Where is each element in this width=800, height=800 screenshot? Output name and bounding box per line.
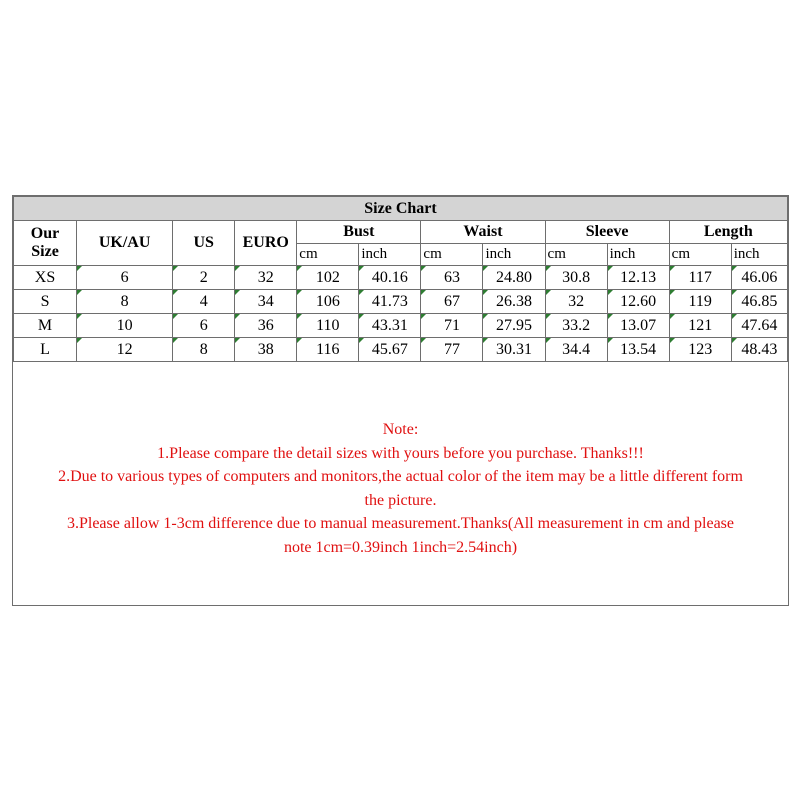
cell-length-cm: 119 bbox=[669, 290, 731, 314]
header-waist: Waist bbox=[421, 221, 545, 244]
cell-bust-cm: 110 bbox=[297, 314, 359, 338]
unit-bust-cm: cm bbox=[297, 244, 359, 266]
cell-length-cm: 121 bbox=[669, 314, 731, 338]
note-heading: Note: bbox=[382, 421, 419, 438]
cell-bust-inch: 41.73 bbox=[359, 290, 421, 314]
unit-length-inch: inch bbox=[731, 244, 787, 266]
table-row bbox=[14, 266, 788, 290]
header-sleeve: Sleeve bbox=[545, 221, 669, 244]
unit-sleeve-cm: cm bbox=[545, 244, 607, 266]
cell-bust-cm: 102 bbox=[297, 266, 359, 290]
cell-ukau: 8 bbox=[77, 290, 173, 314]
table-row bbox=[14, 290, 788, 314]
cell-size: XS bbox=[14, 266, 77, 290]
header-us: US bbox=[173, 221, 235, 266]
cell-bust-inch: 45.67 bbox=[359, 338, 421, 362]
cell-ukau: 12 bbox=[77, 338, 173, 362]
cell-sleeve-inch: 12.13 bbox=[607, 266, 669, 290]
cell-waist-cm: 71 bbox=[421, 314, 483, 338]
note-line-2b: the picture. bbox=[364, 491, 437, 509]
cell-length-inch: 47.64 bbox=[731, 314, 787, 338]
cell-sleeve-inch: 13.07 bbox=[607, 314, 669, 338]
cell-length-inch: 46.85 bbox=[731, 290, 787, 314]
cell-sleeve-cm: 30.8 bbox=[545, 266, 607, 290]
notes-block bbox=[13, 418, 788, 559]
header-ukau: UK/AU bbox=[77, 221, 173, 266]
cell-euro: 36 bbox=[235, 314, 297, 338]
size-chart-table bbox=[13, 196, 788, 362]
header-length: Length bbox=[669, 221, 787, 244]
note-line-3a: 3.Please allow 1-3cm difference due to manual measurement.Thanks(All measurement in cm and please bbox=[66, 515, 735, 532]
table-row bbox=[14, 314, 788, 338]
header-euro: EURO bbox=[235, 221, 297, 266]
cell-bust-inch: 40.16 bbox=[359, 266, 421, 290]
cell-us: 4 bbox=[173, 290, 235, 314]
unit-waist-cm: cm bbox=[421, 244, 483, 266]
cell-sleeve-inch: 12.60 bbox=[607, 290, 669, 314]
cell-ukau: 6 bbox=[77, 266, 173, 290]
cell-ukau: 10 bbox=[77, 314, 173, 338]
cell-bust-cm: 116 bbox=[297, 338, 359, 362]
cell-sleeve-cm: 33.2 bbox=[545, 314, 607, 338]
note-line-1: 1.Please compare the detail sizes with yours before you purchase. Thanks!!! bbox=[157, 444, 644, 462]
unit-length-cm: cm bbox=[669, 244, 731, 266]
table-title: Size Chart bbox=[14, 197, 788, 221]
cell-waist-inch: 30.31 bbox=[483, 338, 545, 362]
cell-length-cm: 123 bbox=[669, 338, 731, 362]
header-bust: Bust bbox=[297, 221, 421, 244]
cell-size: L bbox=[14, 338, 77, 362]
cell-length-inch: 48.43 bbox=[731, 338, 787, 362]
cell-bust-cm: 106 bbox=[297, 290, 359, 314]
note-line-2a: 2.Due to various types of computers and monitors,the actual color of the item may be a little different form bbox=[58, 468, 743, 485]
unit-bust-inch: inch bbox=[359, 244, 421, 266]
table-row bbox=[14, 338, 788, 362]
cell-waist-cm: 77 bbox=[421, 338, 483, 362]
cell-us: 2 bbox=[173, 266, 235, 290]
unit-sleeve-inch: inch bbox=[607, 244, 669, 266]
cell-sleeve-inch: 13.54 bbox=[607, 338, 669, 362]
cell-waist-inch: 26.38 bbox=[483, 290, 545, 314]
cell-euro: 38 bbox=[235, 338, 297, 362]
cell-bust-inch: 43.31 bbox=[359, 314, 421, 338]
cell-sleeve-cm: 32 bbox=[545, 290, 607, 314]
cell-waist-cm: 67 bbox=[421, 290, 483, 314]
cell-us: 6 bbox=[173, 314, 235, 338]
note-line-3b: note 1cm=0.39inch 1inch=2.54inch) bbox=[283, 538, 518, 556]
cell-us: 8 bbox=[173, 338, 235, 362]
cell-waist-inch: 24.80 bbox=[483, 266, 545, 290]
cell-waist-inch: 27.95 bbox=[483, 314, 545, 338]
cell-euro: 32 bbox=[235, 266, 297, 290]
size-chart-sheet bbox=[12, 195, 789, 606]
header-our-size-line2: Size bbox=[31, 243, 59, 260]
unit-waist-inch: inch bbox=[483, 244, 545, 266]
cell-length-cm: 117 bbox=[669, 266, 731, 290]
cell-size: S bbox=[14, 290, 77, 314]
header-our-size bbox=[14, 221, 77, 266]
cell-length-inch: 46.06 bbox=[731, 266, 787, 290]
cell-euro: 34 bbox=[235, 290, 297, 314]
header-our-size-line1: Our bbox=[30, 225, 60, 242]
cell-sleeve-cm: 34.4 bbox=[545, 338, 607, 362]
cell-size: M bbox=[14, 314, 77, 338]
cell-waist-cm: 63 bbox=[421, 266, 483, 290]
